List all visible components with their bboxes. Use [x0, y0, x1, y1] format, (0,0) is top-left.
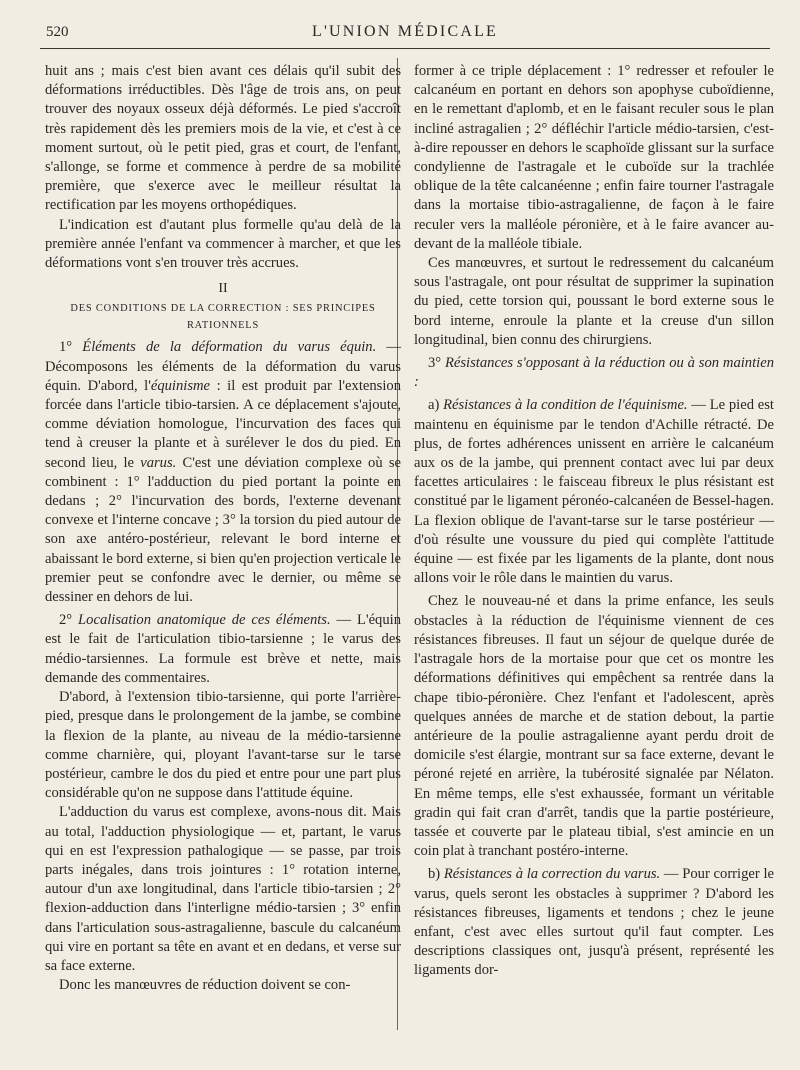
section-number: II: [218, 281, 228, 297]
journal-title: L'UNION MÉDICALE: [311, 23, 499, 40]
item-number: 3°: [428, 355, 445, 372]
item-letter: a): [428, 397, 444, 414]
paragraph: L'indication est d'autant plus formelle qu'au delà de la première année l'enfant va commencer à marcher, et que les déformations vont s'en trouver très accrues.: [45, 216, 401, 272]
paragraph-text: — L'équin est le fait de l'articulation tibio-tarsienne ; le varus des médio-tarsiennes. La formule est brève et nette, mais demande des commentaires.: [45, 612, 401, 686]
subsection-heading: Résistances à la condition de l'équinisme.: [443, 397, 688, 414]
subsection-heading: Résistances s'opposant à la réduction ou à son maintien :: [414, 355, 774, 391]
paragraph: [414, 865, 774, 980]
paragraph: Ces manœuvres, et surtout le redressement du calcanéum sous l'astragale, ont pour résultat de supprimer la supination du pied, cette torsion qui, poussant le bord externe sous le bord interne, enroule la plante et la creuse d'un sillon longitudinal, bien connu des chirurgiens.: [414, 255, 774, 348]
subsection-heading: Résistances à la correction du varus.: [443, 866, 661, 883]
paragraph-text: — Le pied est maintenu en équinisme par le tendon d'Achille rétracté. De plus, de fortes adhérences unissent en arrière le calcanéum aux os de la jambe, qui prennent contact avec lui par deux facettes articulaires : le faisceau fibreux le plus résistant est constitué par le ligament péronéo-calcanéen de Bessel-hagen. La flexion oblique de l'avant-tarse sur le tarse postérieur — d'où résulte une voussure du pied qui complète l'attitude équine — est fixée par les ligaments de la plante, dont nous allons voir le rôle dans le maintien du varus.: [414, 397, 774, 587]
paragraph: Donc les manœuvres de réduction doivent se con-: [59, 977, 351, 994]
emphasis-term: équinisme: [150, 377, 211, 394]
section-title: DES CONDITIONS DE LA CORRECTION : SES PRINCIPES RATIONNELS: [70, 303, 376, 332]
paragraph: former à ce triple déplacement : 1° redresser et refouler le calcanéum en portant en dehors son apophyse cuboïdienne, en le remettant d'aplomb, et en le faisant reculer sous le plan incliné astragalien ; 2° défléchir l'article médio-tarsien, c'est-à-dire repousser en dehors le scaphoïde glissant sur la surface condylienne de l'astragale et le cuboïde sur la trachlée oblique de la tête calcanéenne ; enfin faire tourner l'astragale dans la mortaise tibio-astragalienne, de façon à le faire reculer vers la malléole péronière, et à le faire avancer au-devant de la malléole tibiale.: [414, 63, 774, 252]
item-letter: b): [428, 866, 444, 883]
header-rule: [40, 48, 770, 49]
item-number: 1°: [59, 339, 83, 356]
paragraph: [414, 354, 774, 392]
paragraph: [414, 396, 774, 588]
paragraph: D'abord, à l'extension tibio-tarsienne, qui porte l'arrière-pied, presque dans le prolongement de la jambe, se combine la flexion de la plante, au niveau de la médio-tarsienne comme charnière, qui, ployant l'avant-tarse sur le tarse postérieur, cambre le dos du pied et entre pour une part plus considérable qu'on ne suppose dans l'attitude équine.: [45, 689, 401, 802]
page-header: [40, 20, 770, 48]
right-column: [414, 62, 774, 981]
paragraph-text: — Décomposons les éléments de la déformation du varus équin. D'abord, l': [45, 339, 401, 394]
emphasis-term: varus.: [140, 454, 177, 471]
paragraph-text: — Pour corriger le varus, quels seront les obstacles à supprimer ? D'abord les résistances fibreuses, ligaments et tendons ; chez le jeune enfant, c'est avec elles surtout qu'il faut compter. Les descriptions classiques ont, jusqu'à présent, représenté les ligaments dor-: [414, 866, 774, 979]
paragraph: huit ans ; mais c'est bien avant ces délais qu'il subit des déformations irréductibles. Dès l'âge de trois ans, on peut trouver des noyaux osseux déjà déformés. Le pied s'accroît très rapidement dès les premiers mois de la vie, et c'est à ce moment surtout, où le petit pied, gras et court, de l'enfant, s'allonge, se forme et commence à perdre de sa mobilité première, que s'exerce avec le meilleur résultat la rectification par les moyens orthopédiques.: [45, 63, 401, 214]
paragraph: [45, 611, 401, 688]
paragraph-text: : il est produit par l'extension forcée dans l'article tibio-tarsien. A ce déplacement s'ajoute, comme déviation homologue, l'incurvation des faces qui tend à creuser la plante et à surélever le dos du pied. En second lieu, le: [45, 377, 401, 471]
paragraph: Chez le nouveau-né et dans la prime enfance, les seuls obstacles à la réduction de l'équinisme viennent de ces résistances fibreuses. Il faut un séjour de quelque durée de l'astragale hors de la mortaise pour que cet os montre les déformations définitives qui empêchent sa rentrée dans la chape tibio-péronière. Chez l'enfant et l'adolescent, après quelques années de marche et de station debout, la partie antérieure de la poulie astragalienne ayant perdu droit de domicile s'est élargie, montrant sur sa face externe, devant le péroné rejeté en arrière, la tubérosité signalée par Nélaton. En même temps, elle s'est exhaussée, formant un véritable gradin qui fait cran d'arrêt, tandis que la partie postérieure, tassée et couverte par le plateau tibial, s'est amincie en un coin plat à tranchant postéro-interne.: [414, 593, 774, 860]
left-column: [45, 62, 401, 995]
item-number: 2°: [59, 612, 79, 629]
paragraph: L'adduction du varus est complexe, avons-nous dit. Mais au total, l'adduction physiologique — et, partant, le varus qui en est l'expression pathalogique — se passe, par trois parts inégales, dans trois jointures : 1° rotation interne, autour d'un axe longitudinal, dans l'article tibio-tarsien ; 2° flexion-adduction dans l'interligne médio-tarsien ; 3° enfin dans l'articulation sous-astragalienne, bascule du calcanéum qui vire en portant sa tête en avant et en dedans, et verse sur sa face externe.: [45, 804, 401, 974]
paragraph: [45, 338, 401, 607]
subsection-heading: Localisation anatomique de ces éléments.: [78, 612, 331, 629]
subsection-heading: Éléments de la déformation du varus équin.: [82, 339, 377, 356]
page-number: 520: [46, 24, 69, 40]
paragraph-text: C'est une déviation complexe où se combinent : 1° l'adduction du pied portant la pointe en dedans ; 2° l'incurvation des bords, l'externe devenant convexe et l'interne concave ; 3° la torsion du pied autour de son axe antéro-postérieur, relevant le bord interne et abaissant le bord externe, si bien qu'en projection verticale le premier peut se confondre avec le dernier, ou même se dessiner en dehors de lui.: [45, 454, 401, 606]
